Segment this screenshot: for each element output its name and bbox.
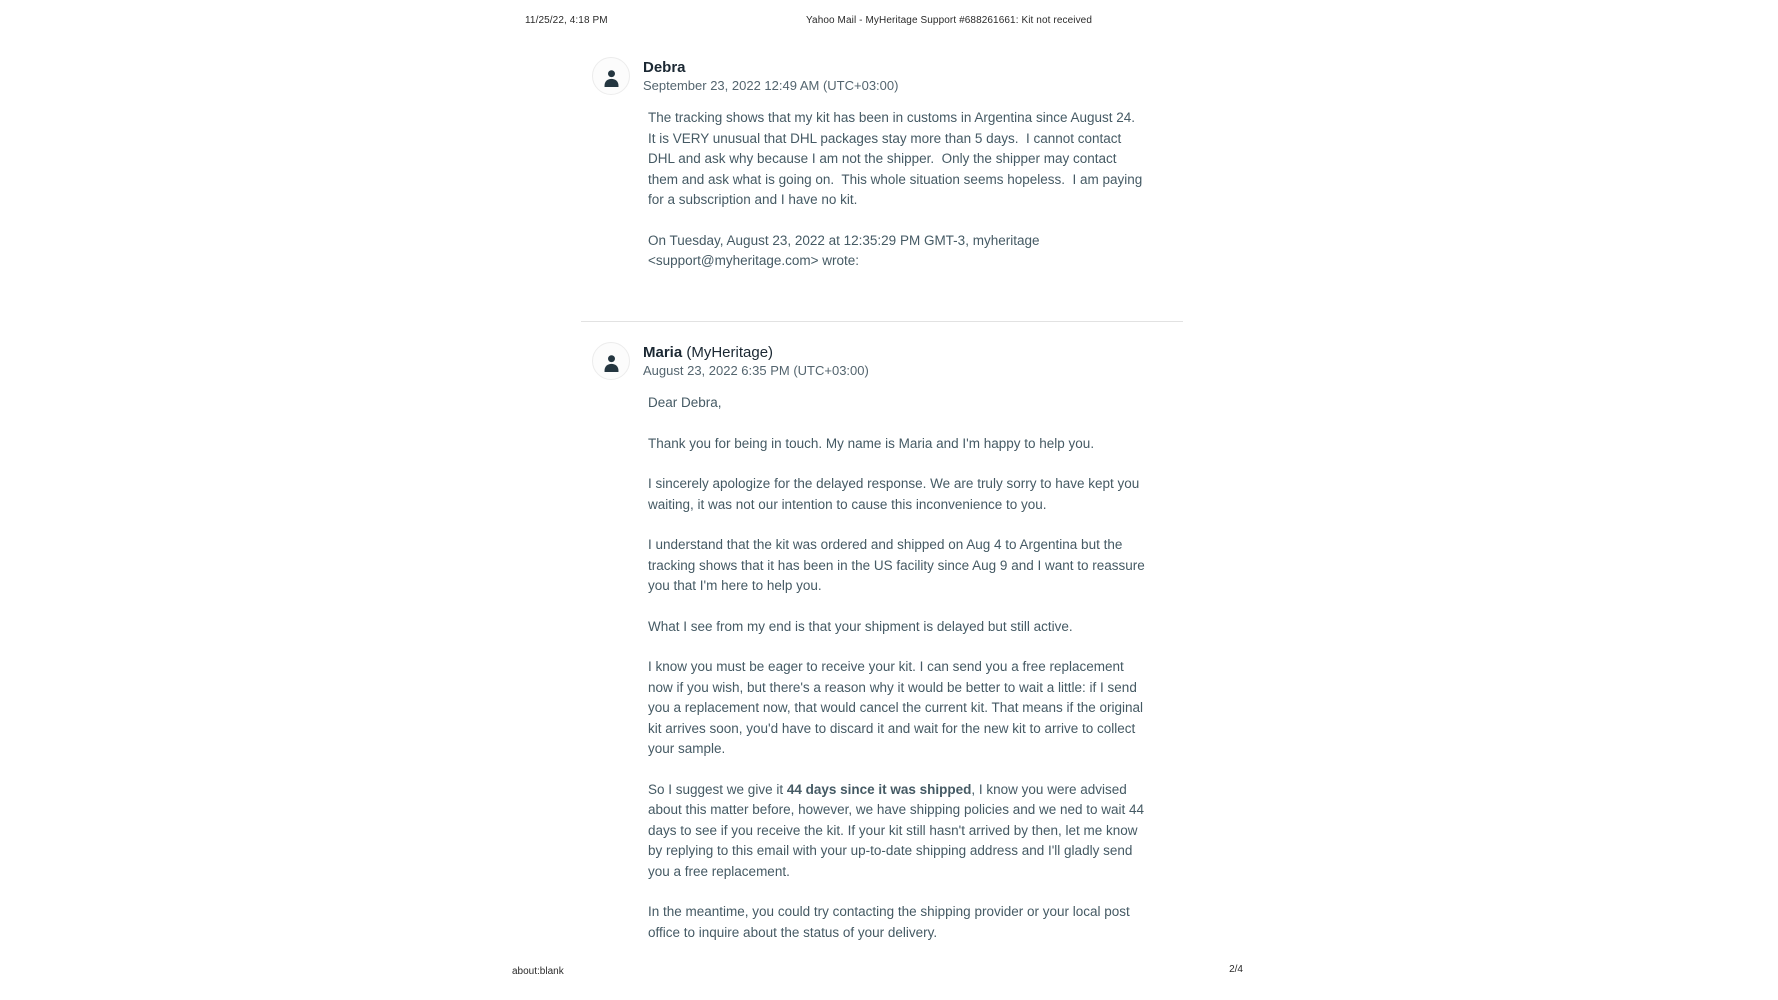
message-divider bbox=[581, 321, 1183, 322]
email-message-debra bbox=[592, 57, 1183, 292]
bold-emphasis-text: 44 days since it was shipped bbox=[786, 781, 972, 797]
sender-name-line bbox=[643, 344, 869, 361]
message-body bbox=[648, 108, 1148, 272]
message-paragraph: The tracking shows that my kit has been in customs in Argentina since August 24. It is VERY unusual that DHL packages stay more than 5 days. I cannot contact DHL and ask why because I am not the shipper. Only the shipper may contact them and ask what is going on. This whole situation seems hopeless. I am paying for a subscription and I have no kit. bbox=[648, 110, 1147, 207]
highlight-after-text: , I know you were advised about this matter before, however, we have shipping policies and we ned to wait 44 days to see if you receive the kit. If your kit still hasn't arrived by then, let me know by replying to this email with your up-to-date shipping address and I'll gladly send you a free replacement. bbox=[648, 781, 1148, 879]
sender-name: Maria bbox=[643, 344, 683, 361]
email-message-maria bbox=[592, 342, 1183, 963]
print-footer-url: about:blank bbox=[512, 966, 564, 977]
quote-attribution-line: On Tuesday, August 23, 2022 at 12:35:29 PM GMT-3, myheritage <support@myheritage.com> wrote: bbox=[648, 232, 1044, 268]
message-header bbox=[592, 57, 1183, 95]
sender-info bbox=[643, 342, 869, 379]
highlight-before-text: So I suggest we give it bbox=[648, 781, 787, 797]
message-paragraph: What I see from my end is that your shipment is delayed but still active. bbox=[648, 618, 1073, 634]
message-paragraph: Thank you for being in touch. My name is Maria and I'm happy to help you. bbox=[648, 435, 1095, 451]
print-footer-page-indicator: 2/4 bbox=[1229, 964, 1243, 975]
message-body bbox=[648, 393, 1148, 943]
message-timestamp: September 23, 2022 12:49 AM (UTC+03:00) bbox=[643, 78, 899, 93]
sender-name-line bbox=[643, 59, 898, 76]
sender-affiliation: (MyHeritage) bbox=[682, 344, 774, 361]
sender-name: Debra bbox=[643, 59, 686, 76]
message-paragraph: I understand that the kit was ordered and shipped on Aug 4 to Argentina but the tracking shows that it has been in the US facility since Aug 9 and I want to reassure you that I'm here to help you. bbox=[648, 537, 1149, 593]
sender-info bbox=[643, 57, 898, 94]
sender-avatar bbox=[592, 57, 630, 95]
message-paragraph-highlight bbox=[648, 780, 1148, 883]
person-icon bbox=[602, 68, 621, 87]
message-paragraph: I sincerely apologize for the delayed response. We are truly sorry to have kept you waiting, it was not our intention to cause this inconvenience to you. bbox=[648, 476, 1144, 512]
print-header-title: Yahoo Mail - MyHeritage Support #688261661: Kit not received bbox=[806, 15, 1092, 26]
message-header bbox=[592, 342, 1183, 380]
sender-avatar bbox=[592, 342, 630, 380]
salutation: Dear Debra, bbox=[648, 395, 722, 410]
message-timestamp: August 23, 2022 6:35 PM (UTC+03:00) bbox=[643, 363, 869, 378]
person-icon bbox=[602, 353, 621, 372]
print-header-datetime: 11/25/22, 4:18 PM bbox=[525, 15, 608, 26]
closing-paragraph: In the meantime, you could try contacting the shipping provider or your local post office to inquire about the status of your delivery. bbox=[648, 904, 1134, 940]
message-paragraph: I know you must be eager to receive your kit. I can send you a free replacement now if you wish, but there's a reason why it would be better to wait a little: if I send you a replacement now, that would cancel the current kit. That means if the original kit arrives soon, you'd have to discard it and wait for the new kit to arrive to collect your sample. bbox=[648, 659, 1147, 756]
